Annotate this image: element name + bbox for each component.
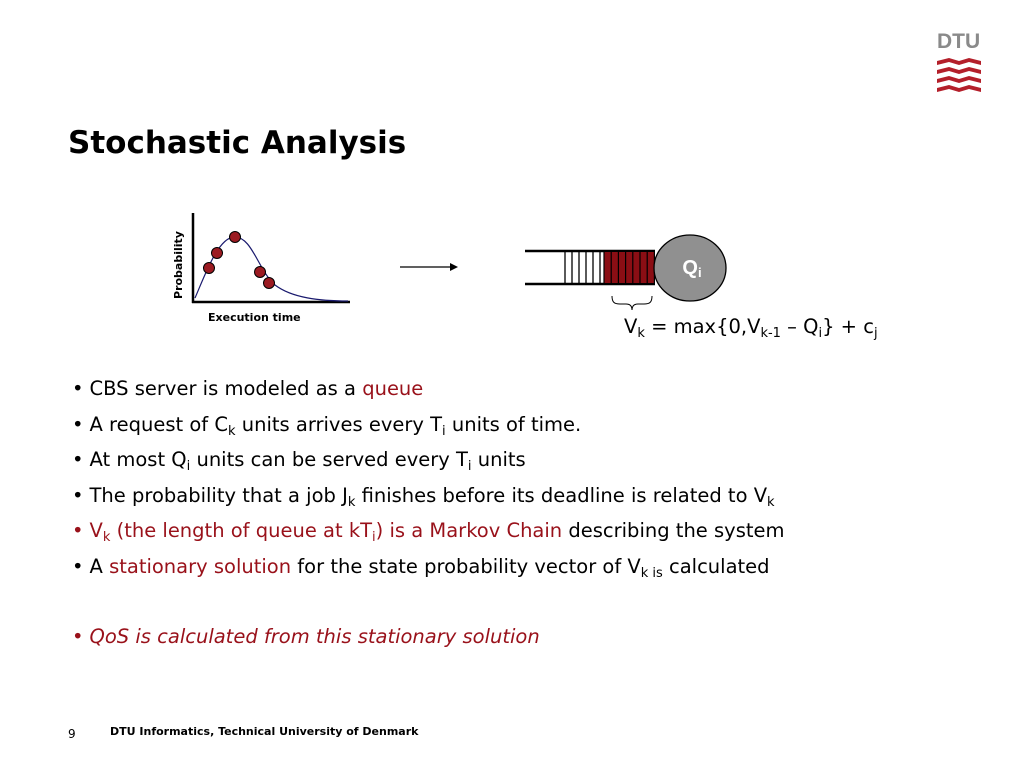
bullet-item: • $V_k$ (the length of queue at $kT_i$) is a Markov Chain describing the system bbox=[72, 519, 785, 545]
logo-text: DTU bbox=[937, 30, 981, 53]
page-number: 9 bbox=[68, 727, 76, 741]
x-axis-label: Execution time bbox=[208, 311, 301, 324]
sample-point bbox=[212, 248, 223, 259]
flow-arrow-head bbox=[450, 263, 458, 271]
bullet-list bbox=[72, 374, 972, 658]
bullet-item: • The probability that a job $J_k$ finishes before its deadline is related to $V_k$ bbox=[72, 483, 775, 510]
bullet-item: • QoS is calculated from this stationary solution bbox=[72, 625, 540, 648]
slide-title: Stochastic Analysis bbox=[68, 125, 407, 161]
server-label: $Q_i$ bbox=[682, 257, 702, 280]
queue-formula: $V_k = \max\{0,V_{k-1} - Q_i\} + c_j$ bbox=[624, 315, 878, 341]
y-axis-label: Probability bbox=[172, 231, 185, 299]
bullet-item: • At most $Q_i$ units can be served every $T_i$ units bbox=[72, 448, 526, 474]
footer-text: DTU Informatics, Technical University of Denmark bbox=[110, 725, 419, 738]
distribution-curve bbox=[195, 237, 348, 301]
sample-point bbox=[255, 267, 266, 278]
bullet-item: • A stationary solution for the state probability vector of $V_{k is}$ calculated bbox=[72, 554, 770, 581]
sample-point bbox=[264, 278, 275, 289]
sample-point bbox=[204, 263, 215, 274]
brace bbox=[612, 296, 652, 310]
bullet-item: • CBS server is modeled as a queue bbox=[72, 377, 424, 400]
bullet-item: • A request of $C_k$ units arrives every $T_i$ units of time. bbox=[72, 412, 582, 439]
sample-point bbox=[230, 232, 241, 243]
